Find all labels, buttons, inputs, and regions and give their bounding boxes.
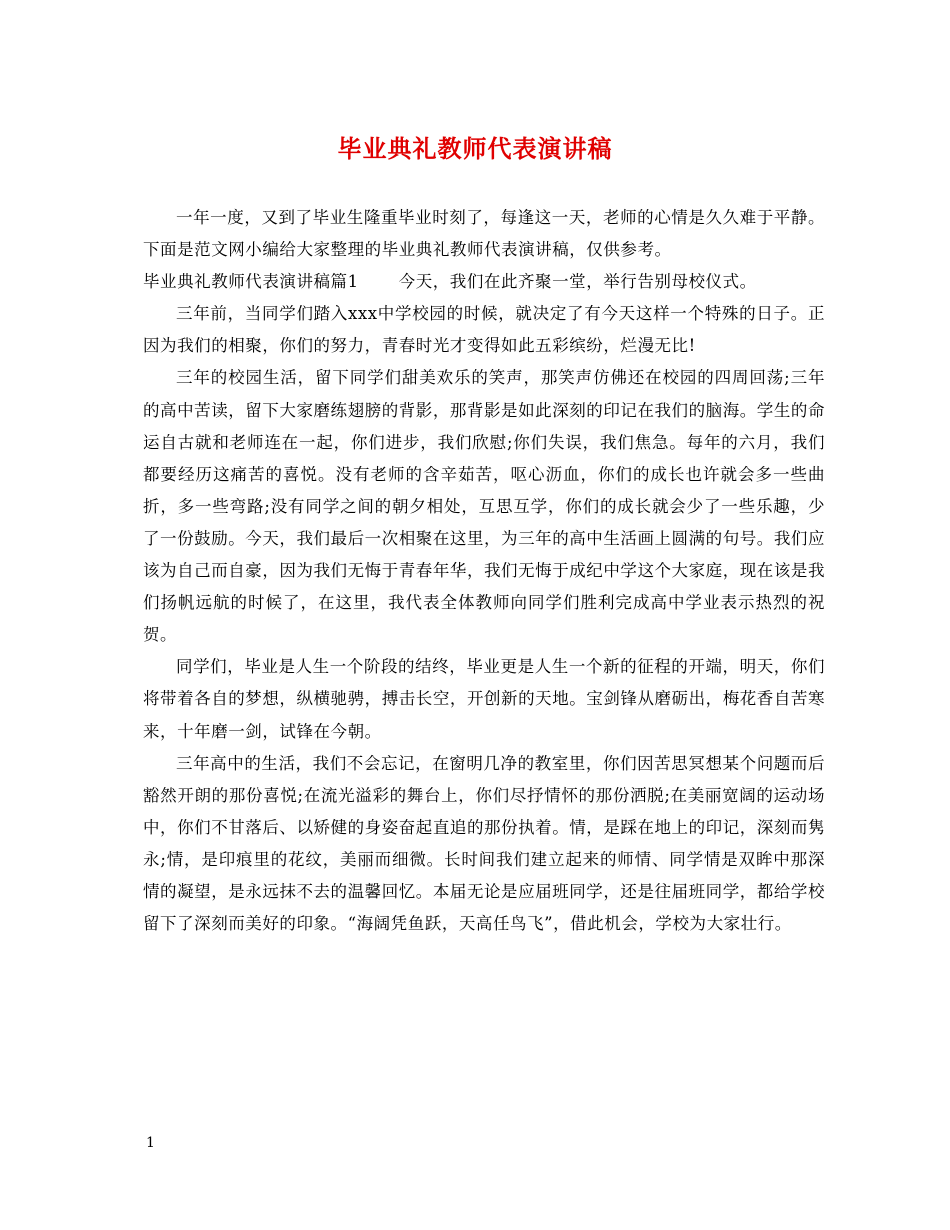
body-paragraph-4: 三年高中的生活，我们不会忘记，在窗明几净的教室里，你们因苦思冥想某个问题而后豁然开朗的那份喜悦;在流光溢彩的舞台上，你们尽抒情怀的那份洒脱;在美丽宽阔的运动场中，你们不甘落后、以矫健的身姿奋起直追的那份执着。情，是踩在地上的印记，深刻而隽永;情，是印痕里的花纹，美丽而细微。长时间我们建立起来的师情、同学情是双眸中那深情的凝望，是永远抹不去的温馨回忆。本届无论是应届班同学，还是往届班同学，都给学校留下了深刻而美好的印象。“海阔凭鱼跃，天高任鸟飞”，借此机会，学校为大家壮行。 — [143, 753, 825, 934]
page-number: 1 — [146, 1135, 155, 1151]
section-heading: 毕业典礼教师代表演讲稿篇1 — [143, 272, 359, 292]
document-title: 毕业典礼教师代表演讲稿 — [337, 134, 613, 163]
intro-paragraph: 一年一度，又到了毕业生隆重毕业时刻了，每逢这一天，老师的心情是久久难于平静。 下面是范文网小编给大家整理的毕业典礼教师代表演讲稿，仅供参考。 — [143, 208, 825, 260]
document-body — [143, 202, 825, 940]
body-paragraph-2: 三年的校园生活，留下同学们甜美欢乐的笑声，那笑声仿佛还在校园的四周回荡;三年的高中苦读，留下大家磨练翅膀的背影，那背影是如此深刻的印记在我们的脑海。学生的命运自古就和老师连在一起，你们进步，我们欣慰;你们失误，我们焦急。每年的六月，我们都要经历这痛苦的喜悦。没有老师的含辛茹苦，呕心沥血，你们的成长也许就会多一些曲折，多一些弯路;没有同学之间的朝夕相处，互思互学，你们的成长就会少了一些乐趣，少了一份鼓励。今天，我们最后一次相聚在这里，为三年的高中生活画上圆满的句号。我们应该为自己而自豪，因为我们无悔于青春年华，我们无悔于成纪中学这个大家庭，现在该是我们扬帆远航的时候了，在这里，我代表全体教师向同学们胜利完成高中学业表示热烈的祝贺。 — [143, 368, 825, 645]
body-paragraph-1: 三年前，当同学们踏入xxx中学校园的时候，就决定了有今天这样一个特殊的日子。正因为我们的相聚，你们的努力，青春时光才变得如此五彩缤纷，烂漫无比! — [143, 304, 825, 356]
section-line — [143, 266, 825, 298]
body-paragraph-3: 同学们，毕业是人生一个阶段的结终，毕业更是人生一个新的征程的开端，明天，你们将带着各自的梦想，纵横驰骋，搏击长空，开创新的天地。宝剑锋从磨砺出，梅花香自苦寒来，十年磨一剑，试锋在今朝。 — [143, 657, 825, 741]
opening-sentence: 今天，我们在此齐聚一堂，举行告别母校仪式。 — [398, 272, 757, 292]
